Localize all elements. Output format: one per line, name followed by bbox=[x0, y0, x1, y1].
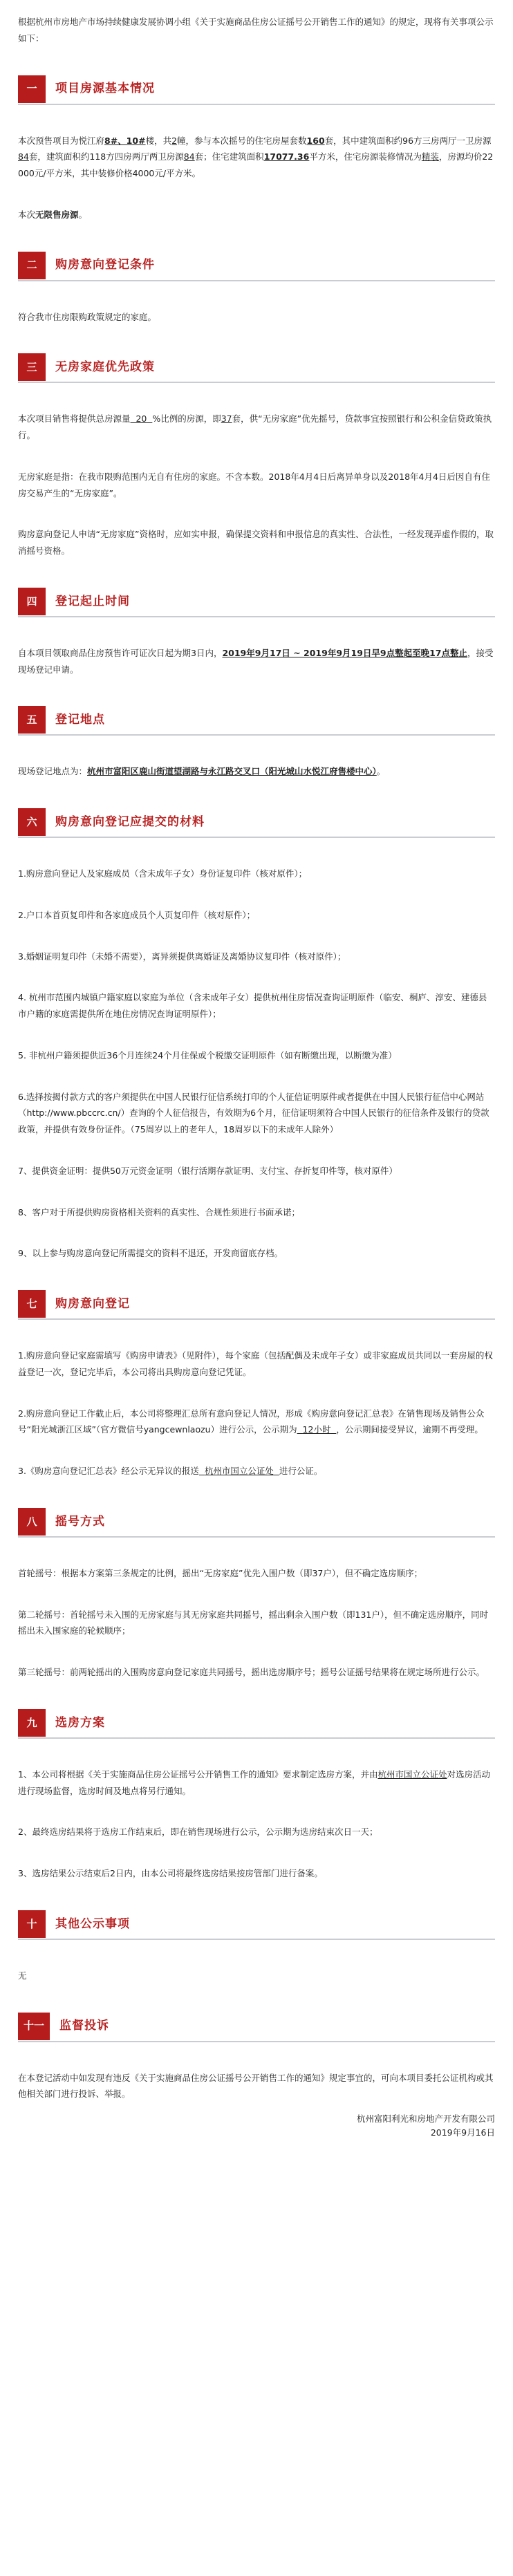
section-header-5 bbox=[18, 705, 495, 736]
company-name: 杭州富阳利光和房地产开发有限公司 bbox=[356, 2113, 495, 2124]
section-header-10 bbox=[18, 1910, 495, 1940]
section-number: 一 bbox=[18, 75, 46, 103]
s6-item-6: 6.选择按揭付款方式的客户须提供在中国人民银行征信系统打印的个人征信证明原件或者提供在中国人民银行征信中心网站（http://www.pbccrc.cn/）查询的个人征信报告，有效期为6个月，征信证明须符合中国人民银行的征信条件及银行的贷款政策，并提供有效身份证件。（75周岁以上的老年人，18周岁以下的未成年人除外） bbox=[18, 1091, 489, 1135]
s7-paragraph-2: 2.购房意向登记工作截止后，本公司将整理汇总所有意向登记人情况，形成《购房意向登记汇总表》在销售现场及销售公众号“阳光城浙江区域”（官方微信号yangcewnlaozu）进行公示，公示期为 12小时 ，公示期间接受异议，逾期不再受理。 bbox=[18, 1408, 485, 1435]
s3-paragraph-3: 购房意向登记人申请“无房家庭”资格时，应如实申报，确保提交资料和申报信息的真实性、合法性，一经发现弄虚作假的，取消摇号资格。 bbox=[18, 529, 494, 556]
intro-paragraph: 根据杭州市房地产市场持续健康发展协调小组《关于实施商品住房公证摇号公开销售工作的通知》的规定，现将有关事项公示如下： bbox=[18, 17, 494, 44]
section-number: 十 bbox=[18, 1910, 46, 1938]
s1-paragraph-2: 本次无限售房源。 bbox=[18, 209, 88, 220]
s3-paragraph-1: 本次项目销售将提供总房源量 20 %比例的房源，即37套，供“无房家庭”优先摇号，贷款事宜按照银行和公积金信贷政策执行。 bbox=[18, 413, 492, 440]
s6-item-3: 3.婚姻证明复印件（未婚不需要），离异须提供离婚证及离婚协议复印件（核对原件）； bbox=[18, 951, 346, 962]
signature-date: 2019年9月16日 bbox=[430, 2127, 495, 2138]
section-number: 十一 bbox=[18, 2013, 50, 2040]
s6-item-1: 1.购房意向登记人及家庭成员（含未成年子女）身份证复印件（核对原件）； bbox=[18, 868, 308, 879]
section-title: 购房意向登记 bbox=[55, 1296, 130, 1311]
s4-paragraph-1: 自本项目领取商品住房预售许可证次日起为期3日内，2019年9月17日 ~ 2019年9月19日早9点整起至晚17点整止，接受现场登记申请。 bbox=[18, 647, 494, 675]
signature-block bbox=[18, 2112, 495, 2140]
section-header-6 bbox=[18, 808, 495, 838]
section-number: 五 bbox=[18, 706, 46, 734]
section-title: 登记起止时间 bbox=[55, 594, 130, 608]
section-header-3 bbox=[18, 353, 495, 383]
s11-paragraph-1: 在本登记活动中如发现有违反《关于实施商品住房公证摇号公开销售工作的通知》规定事宜的，可向本项目委托公证机构或其他相关部门进行投诉、举报。 bbox=[18, 2072, 494, 2100]
section-number: 六 bbox=[18, 808, 46, 836]
section-number: 四 bbox=[18, 588, 46, 615]
section-title: 无房家庭优先政策 bbox=[55, 360, 155, 375]
section-header-9 bbox=[18, 1708, 495, 1739]
s9-paragraph-3: 3、选房结果公示结束后2日内，由本公司将最终选房结果按房管部门进行备案。 bbox=[18, 1868, 323, 1878]
section-title: 项目房源基本情况 bbox=[55, 82, 155, 96]
section-header-7 bbox=[18, 1289, 495, 1320]
section-title: 登记地点 bbox=[55, 713, 105, 727]
section-title: 购房意向登记应提交的材料 bbox=[55, 814, 205, 829]
s6-item-5: 5. 非杭州户籍须提供近36个月连续24个月住保或个税缴交证明原件（如有断缴出现，以断缴为准） bbox=[18, 1049, 397, 1061]
section-header-1 bbox=[18, 75, 495, 105]
section-title: 购房意向登记条件 bbox=[55, 258, 155, 272]
s6-item-9: 9、以上参与购房意向登记所需提交的资料不退还，开发商留底存档。 bbox=[18, 1248, 283, 1259]
s6-item-7: 7、提供资金证明：提供50万元资金证明（银行活期存款证明、支付宝、存折复印件等，核对原件） bbox=[18, 1165, 398, 1176]
section-number: 三 bbox=[18, 353, 46, 381]
s2-paragraph-1: 符合我市住房限购政策规定的家庭。 bbox=[18, 311, 157, 322]
section-number: 八 bbox=[18, 1508, 46, 1536]
s9-paragraph-2: 2、最终选房结果将于选房工作结束后，即在销售现场进行公示，公示期为选房结束次日一天； bbox=[18, 1827, 378, 1838]
section-header-4 bbox=[18, 587, 495, 617]
s10-paragraph-1: 无 bbox=[18, 1970, 27, 1981]
s6-item-2: 2.户口本首页复印件和各家庭成员个人页复印件（核对原件）； bbox=[18, 909, 256, 920]
s8-paragraph-2: 第二轮摇号：首轮摇号未入围的无房家庭与其无房家庭共同摇号，摇出剩余入围户数（即131户），但不确定选房顺序，同时摇出未入围家庭的轮候顺序； bbox=[18, 1609, 489, 1636]
section-title: 其他公示事项 bbox=[55, 1916, 130, 1931]
section-number: 九 bbox=[18, 1709, 46, 1737]
section-title: 摇号方式 bbox=[55, 1514, 105, 1529]
s3-paragraph-2: 无房家庭是指：在我市限购范围内无自有住房的家庭。不含本数。2018年4月4日后离异单身以及2018年4月4日后因自有住房交易产生的“无房家庭”。 bbox=[18, 471, 490, 498]
s6-item-4: 4. 杭州市范围内城镇户籍家庭以家庭为单位（含未成年子女）提供杭州住房情况查询证明原件（临安、桐庐、淳安、建德县市户籍的家庭需提供所在地住房情况查询证明原件）； bbox=[18, 992, 487, 1019]
section-title: 选房方案 bbox=[55, 1715, 105, 1730]
section-title: 监督投诉 bbox=[59, 2019, 110, 2033]
section-number: 二 bbox=[18, 252, 46, 279]
s1-paragraph-1: 本次预售项目为悦江府8#、10#楼，共2幢，参与本次摇号的住宅房屋套数160套，其中建筑面积约96方三房两厅一卫房源84套，建筑面积约118方四房两厅两卫房源84套；住宅建筑面积17077.36平方米，住宅房源装修情况为精装，房源均价22000元/平方米，其中装修价格4000元/平方米。 bbox=[18, 135, 494, 178]
s8-paragraph-1: 首轮摇号：根据本方案第三条规定的比例，摇出“无房家庭”优先入围户数（即37户），但不确定选房顺序； bbox=[18, 1567, 423, 1578]
section-number: 七 bbox=[18, 1290, 46, 1318]
s6-item-8: 8、客户对于所提供购房资格相关资料的真实性、合规性须进行书面承诺； bbox=[18, 1206, 300, 1217]
s8-paragraph-3: 第三轮摇号：前两轮摇出的入围购房意向登记家庭共同摇号，摇出选房顺序号；摇号公证摇号结果将在规定场所进行公示。 bbox=[18, 1667, 485, 1677]
s9-paragraph-1: 1、本公司将根据《关于实施商品住房公证摇号公开销售工作的通知》要求制定选房方案，并由杭州市国立公证处对选房活动进行现场监督，选房时间及地点将另行通知。 bbox=[18, 1768, 490, 1796]
section-header-2 bbox=[18, 251, 495, 281]
s7-paragraph-1: 1.购房意向登记家庭需填写《购房申请表》（见附件），每个家庭（包括配偶及未成年子女）或非家庭成员共同以一套房屋的权益登记一次，登记完毕后，本公司将出具购房意向登记凭证。 bbox=[18, 1350, 493, 1377]
section-header-11 bbox=[18, 2012, 495, 2042]
s5-paragraph-1: 现场登记地点为：杭州市富阳区鹿山街道望湖路与永江路交叉口（阳光城山水悦江府售楼中心）。 bbox=[18, 766, 386, 777]
section-header-8 bbox=[18, 1507, 495, 1538]
s7-paragraph-3: 3.《购房意向登记汇总表》经公示无异议的报送 杭州市国立公证处 进行公证。 bbox=[18, 1466, 323, 1476]
